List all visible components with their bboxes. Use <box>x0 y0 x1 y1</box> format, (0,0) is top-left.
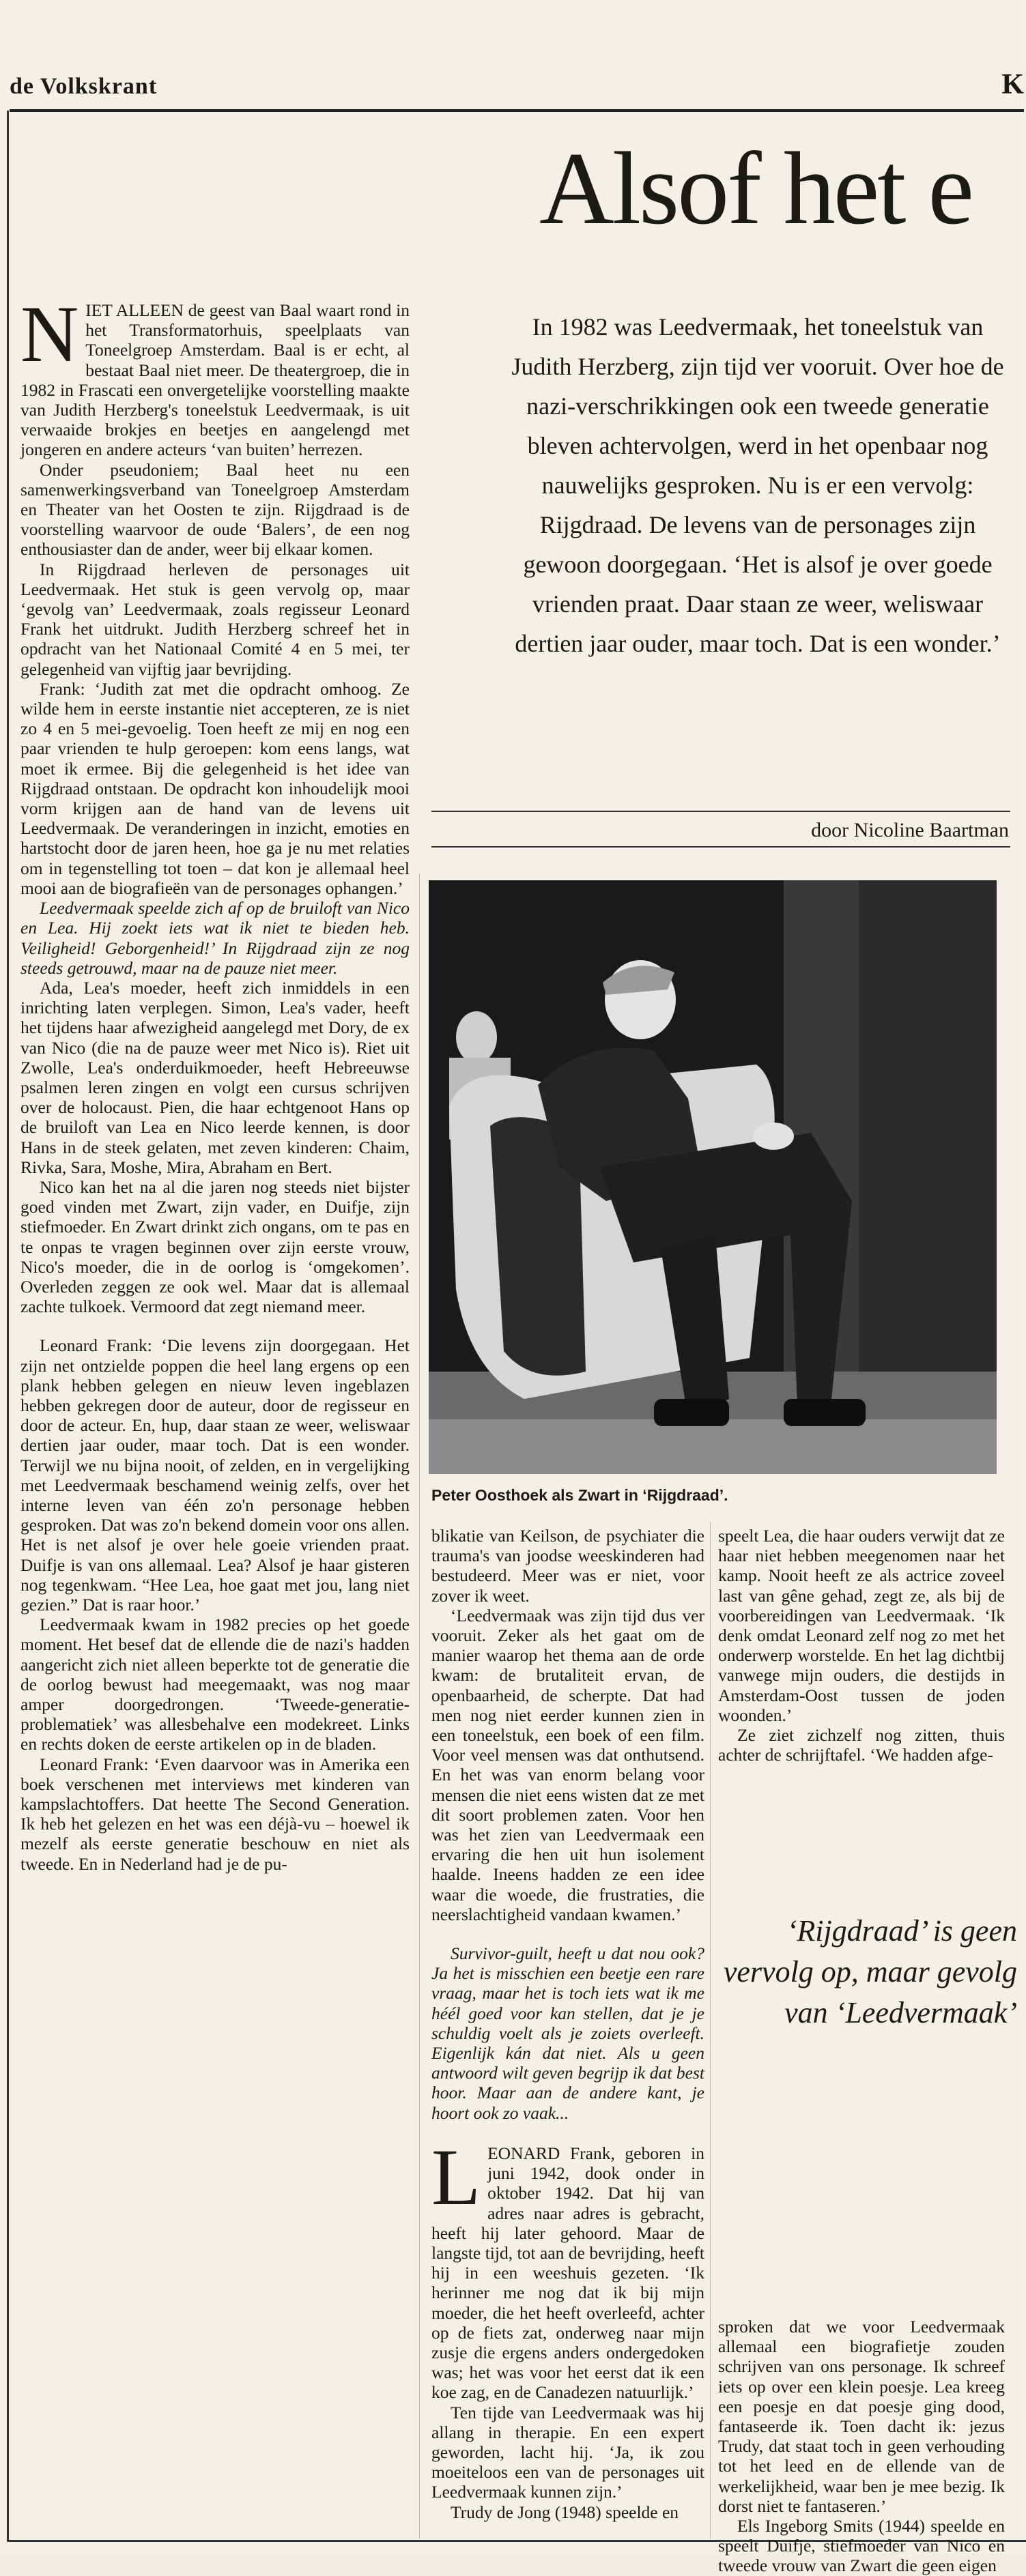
col3a-p2: Ze ziet zichzelf nog zitten, thuis achter de schrijftafel. ‘We hadden afge- <box>718 1725 1005 1765</box>
col1-p4: Frank: ‘Judith zat met die opdracht omhoog. Ze wilde hem in eerste instantie niet accepteren, ze is niet zo 4 en 5 mei-gevoelig. Toen heeft ze mij en nog een paar vrienden te hulp geroepen: kom eens langs, wat moet ik ermee. Bij die gelegenheid is het idee van Rijgdraad ontstaan. De opdracht kon inhoudelijk mooi vorm krijgen aan de hand van de levens uit Leedvermaak. De veranderingen in inzicht, emoties en hartstocht door de jaren heen, hoe ga je nu met relaties om in tegenstelling tot toen – dat kon je allemaal heel mooi aan de biografieën van de personages ophangen.’ <box>20 678 410 898</box>
col3b-p2: Els Ingeborg Smits (1944) speelde en speelt Duifje, stiefmoeder van Nico en tweede vrouw van Zwart die geen eigen <box>718 2516 1005 2576</box>
col2-p3: Survivor-guilt, heeft u dat nou ook? Ja het is misschien een beetje een rare vraag, maar het is toch iets wat ik me héél goed voor kan stellen, dat je je schuldig voelt als je zoiets overleeft. Eigenlijk kán dat niet. Als u geen antwoord wilt geven begrijp ik dat best hoor. Maar aan de andere kant, je hoort ook zo vaak... <box>431 1943 704 2123</box>
byline: door Nicoline Baartman <box>811 819 1009 841</box>
intro-text: In 1982 was Leedvermaak, het toneelstuk van Judith Herzberg, zijn tijd ver vooruit. Over hoe de nazi-verschrikkingen ook een tweede generatie bleven achtervolgen, werd in het openbaar nog nauwelijks gesproken. Nu is er een vervolg: Rijgdraad. De levens van de personages zijn gewoon doorgegaan. ‘Het is alsof je over goede vrienden praat. Daar staan ze weer, weliswaar dertien jaar ouder, maar toch. Dat is een wonder.’ <box>511 313 1004 657</box>
col1-p6: Ada, Lea's moeder, heeft zich inmiddels in een inrichting laten verplegen. Simon, Lea's vader, heeft het tijdens haar afwezigheid aangelegd met Dory, de ex van Nico (die na de pauze weer met Nico is). Riet uit Zwolle, Lea's onderduikmoeder, heeft Hebreeuwse psalmen leren zingen en volgt een cursus schrijven over de holocaust. Pien, die haar echtgenoot Hans op de bruiloft van Lea en Nico leerde kennen, is door Hans in de steek gelaten, met zeven kinderen: Chaim, Rivka, Sara, Moshe, Mira, Abraham en Bert. <box>20 977 410 1177</box>
photo <box>429 880 997 1474</box>
col1-p1: IET ALLEEN de geest van Baal waart rond in het Transformatorhuis, speelplaats van Toneelgroep Amsterdam. Baal is er echt, al bestaat Baal niet meer. De theatergroep, die in 1982 in Frascati een onvergetelijke voorstelling maakte van Judith Herzberg's toneelstuk Leedvermaak, is uit verwaaide brokjes en beetjes en aangelengd met jongeren en andere acteurs ‘van buiten’ herrezen. <box>20 300 410 460</box>
col1-p9: Leedvermaak kwam in 1982 precies op het goede moment. Het besef dat de ellende die de nazi's hadden aangericht zich niet alleen beperkte tot de generatie die de oorlog bewust had meegemaakt, was nog maar amper doorgedrongen. ‘Tweede-generatie-problematiek’ was allesbehalve een modekreet. Links en rechts doken de eerste artikelen op in de bladen. <box>20 1615 410 1754</box>
col1-p3: In Rijgdraad herleven de personages uit Leedvermaak. Het stuk is geen vervolg op, maar ‘gevolg van’ Leedvermaak, zoals regisseur Leonard Frank het uitdrukt. Judith Herzberg schreef het in opdracht van het Nationaal Comité 4 en 5 mei, ter gelegenheid van vijftig jaar bevrijding. <box>20 559 410 679</box>
col1-p10: Leonard Frank: ‘Even daarvoor was in Amerika een boek verschenen met interviews met kinderen van kampslachtoffers. Dat heette The Second Generation. Ik heb het gelezen en het was een déjà-vu – hoewel ik mezelf als eerste generatie beschouw en niet als tweede. En in Nederland had je de pu- <box>20 1754 410 1874</box>
byline-rule-top <box>431 811 1010 812</box>
dropcap-n: N <box>20 289 79 379</box>
photo-illustration <box>429 880 997 1474</box>
col1-p2: Onder pseudoniem; Baal heet nu een samenwerkingsverband van Toneelgroep Amsterdam en Theater van het Oosten te zijn. Rijgdraad is de voorstelling waarvoor de oude ‘Balers’, de een nog enthousiaster dan de ander, weer bij elkaar komen. <box>20 459 410 560</box>
col1-p8: Leonard Frank: ‘Die levens zijn doorgegaan. Het zijn net ontzielde poppen die heel lang ergens op een plank hebben gelegen en nieuw leven ingeblazen hebben gekregen door de auteur, door de regisseur en door de acteur. En, hup, daar staan ze weer, weliswaar dertien jaar ouder, maar toch. Dat is een wonder. Terwijl we nu bijna nooit, of zelden, en in vergelijking met Leedvermaak beschamend weinig zelfs, over het interne leven van één zo'n personage hebben gesproken. Dat was zo'n bekend domein voor ons allen. Het is net alsof je over hele goeie vrienden praat. Duifje is van ons allemaal. Lea? Alsof je haar gisteren nog tegenkwam. “Hee Lea, hoe gaat met jou, lang niet gezien.” Dat is raar hoor.’ <box>20 1335 410 1615</box>
col3b-p1: sproken dat we voor Leedvermaak allemaal een biografietje zouden schrijven van ons personage. Ik schreef iets op over een klein poesje. Lea kreeg een poesje en dat poesje ging dood, fantaseerde ik. Toen dacht ik: jezus Trudy, dat staat toch in geen verhouding tot het leed en de ellende van de werkelijkheid, waar ben je mee bezig. Ik dorst niet te fantaseren.’ <box>718 2317 1005 2516</box>
col2-p4: EONARD Frank, geboren in juni 1942, dook onder in oktober 1942. Dat hij van adres naar adres is gebracht, heeft hij later gehoord. Maar de langste tijd, tot aan de bevrijding, heeft hij in een weeshuis gezeten. ‘Ik herinner me nog dat ik bij mijn moeder, die het heeft overleefd, achter op de fiets zat, onderweg naar mijn zusje die ergens anders ondergedoken was; het was voor het eerst dat ik een koe zag, en de Canadezen natuurlijk.’ <box>431 2143 704 2403</box>
column-separator-1 <box>419 873 420 2538</box>
col1-p7: Nico kan het na al die jaren nog steeds niet bijster goed vinden met Zwart, zijn vader, en Duifje, zijn stiefmoeder. En Zwart drinkt zich ongans, om te pas en te onpas te vragen beginnen over zijn eerste vrouw, Nico's moeder, die in de oorlog is ‘omgekomen’. Overleden zeggen ze ook wel. Maar dat is allemaal zachte tulkoek. Vermoord dat zegt niemand meer. <box>20 1176 410 1317</box>
masthead: de Volkskrant <box>10 74 158 99</box>
headline: Alsof het e <box>539 131 972 246</box>
col1-p5: Leedvermaak speelde zich af op de bruiloft van Nico en Lea. Hij zoekt iets wat ik niet te bieden heb. Veiligheid! Geborgenheid!’ In Rijgdraad zijn ze nog steeds getrouwd, maar na de pauze niet meer. <box>20 898 410 978</box>
byline-rule-bottom <box>431 846 1010 848</box>
dropcap-l: L <box>431 2132 481 2222</box>
col2-p5: Ten tijde van Leedvermaak was hij allang in therapie. En een expert geworden, lacht hij. ‘Ja, ik zou moeiteloos een van de personages uit Leedvermaak kunnen zijn.’ <box>431 2402 704 2502</box>
column-separator-2 <box>710 1522 711 2538</box>
photo-caption: Peter Oosthoek als Zwart in ‘Rijgdraad’. <box>431 1486 728 1504</box>
column-2 <box>431 1526 704 2536</box>
col2-p1: blikatie van Keilson, de psychiater die trauma's van joodse weeskinderen had bestudeerd. Meer was er niet, voor zover ik weet. <box>431 1526 704 1606</box>
pull-quote: ‘Rijgdraad’ is geen vervolg op, maar gevolg van ‘Leedvermaak’ <box>723 1914 1017 2029</box>
col3a-p1: speelt Lea, die haar ouders verwijt dat ze haar niet hebben meegenomen naar het kamp. Nooit heeft ze als actrice zoveel last van gêne gehad, zegt ze, als bij de voorbereidingen van Leedvermaak. ‘Ik denk omdat Leonard zelf nog zo met het onderwerp worstelde. En het lag dichtbij vanwege mijn ouders, die destijds in Amsterdam-Oost tussen de joden woonden.’ <box>718 1526 1005 1725</box>
column-3-top <box>718 1526 1005 1812</box>
column-1 <box>20 289 410 2538</box>
col2-p2: ‘Leedvermaak was zijn tijd dus ver vooruit. Zeker als het gaat om de manier waarop het thema aan de orde kwam: de brutaliteit ervan, de openbaarheid, de scherpte. Dat had men nog niet eerder kunnen zien in een toneelstuk, een boek of een film. Voor veel mensen was dat onthutsend. En het was van enorm belang voor mensen die niet eens wisten dat ze met dit soort problemen zaten. Voor hen was het zien van Leedvermaak een ervaring die hen uit hun isolement haalde. Ineens hadden ze een idee waar die woede, die frustraties, die neerslachtigheid vandaan kwamen.’ <box>431 1605 704 1924</box>
masthead-edge-letter: K <box>1001 69 1024 100</box>
col2-p6: Trudy de Jong (1948) speelde en <box>451 2502 679 2522</box>
column-3-bottom <box>718 2317 1005 2576</box>
